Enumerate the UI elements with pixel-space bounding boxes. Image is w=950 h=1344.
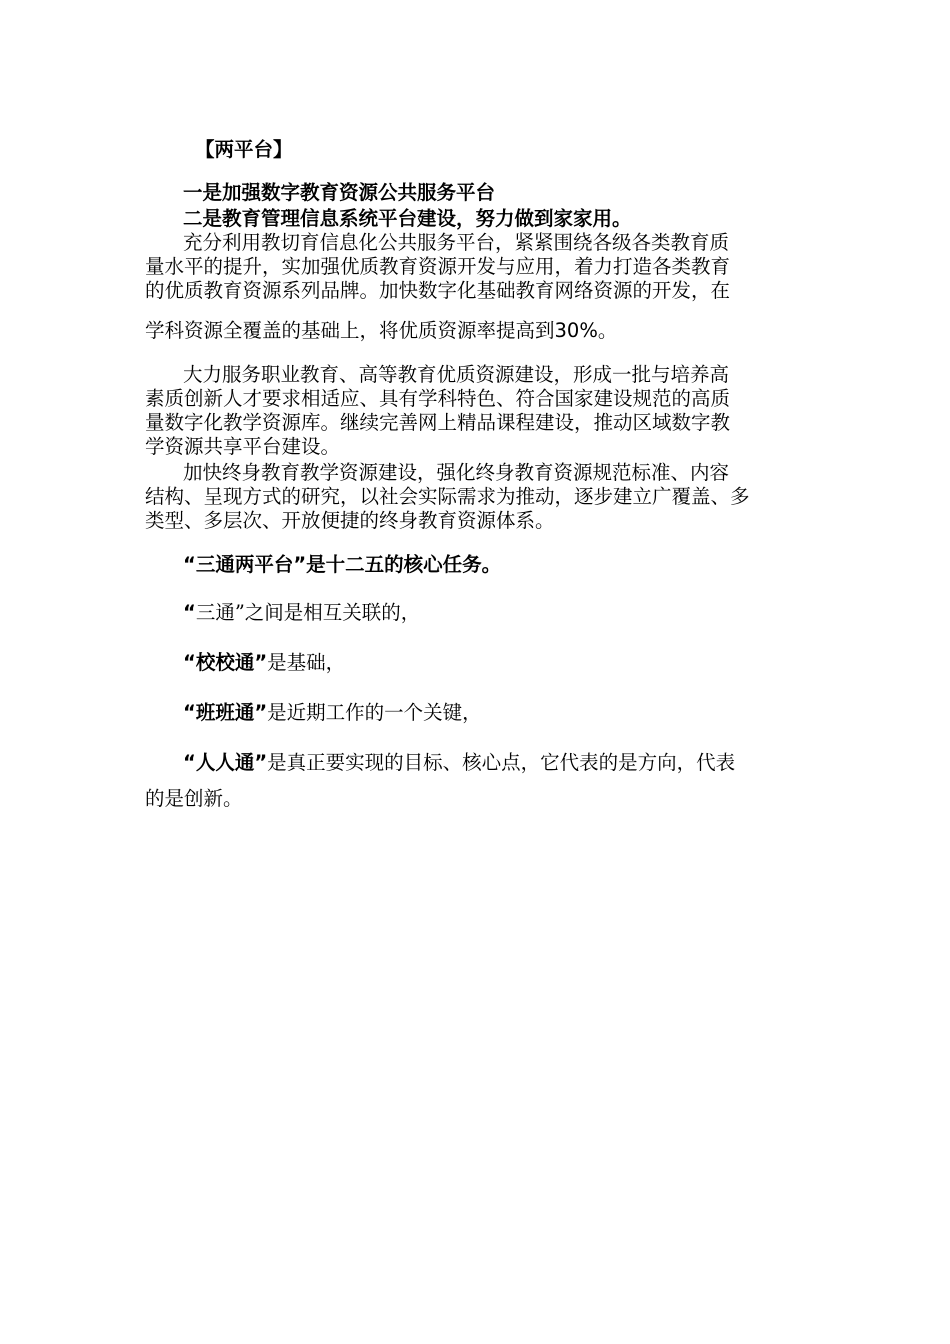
paragraph-text: 。 [597,319,618,342]
paragraph-lifelong [145,461,809,533]
school-link-statement [145,651,809,675]
quote-mark: “ [183,601,196,624]
paragraph-text: 学科资源全覆盖的基础上，将优质资源率提高到 [145,319,555,342]
paragraph-line: 量数字化教学资源库。继续完善网上精品课程建设，推动区域数字教 [145,411,731,434]
paragraph-line: 充分利用教切育信息化公共服务平台，紧紧围绕各级各类教育质 [183,231,730,254]
paragraph-line: 素质创新人才要求相适应、具有学科特色、符合国家建设规范的高质 [145,387,731,410]
paragraph-line: 类型、多层次、开放便捷的终身教育资源体系。 [145,509,555,532]
paragraph-public-service [145,231,809,343]
statement-text: 是近期工作的一个关键， [267,701,482,724]
statement-text: 是基础， [267,651,346,674]
document-body [145,132,809,811]
paragraph-line: 量水平的提升，实加强优质教育资源开发与应用，着力打造各类教育 [145,255,731,278]
term-school-link: “校校通” [183,651,268,674]
section-heading: 【两平台】 [195,138,293,161]
paragraph-line: 大力服务职业教育、高等教育优质资源建设，形成一批与培养高 [183,363,730,386]
person-link-continuation: 的是创新。 [145,787,243,810]
paragraph-line: 的优质教育资源系列品牌。加快数字化基础教育网络资源的开发，在 [145,279,731,302]
term-class-link: “班班通” [183,701,268,724]
percentage-value: 30% [554,319,598,342]
point-two: 二是教育管理信息系统平台建设，努力做到家家用。 [183,207,632,230]
point-one: 一是加强数字教育资源公共服务平台 [183,181,496,204]
paragraph-line: 加快终身教育教学资源建设，强化终身教育资源规范标准、内容 [183,461,730,484]
three-links-statement [145,601,809,625]
paragraph-line: 学资源共享平台建设。 [145,435,341,458]
term-person-link: “人人通” [183,751,268,774]
core-task: “三通两平台”是十二五的核心任务。 [183,553,502,576]
statement-text: 三通”之间是相互关联的， [195,601,421,624]
paragraph-line: 结构、呈现方式的研究，以社会实际需求为推动，逐步建立广覆盖、多 [145,485,750,508]
paragraph-line-last [145,319,809,343]
statement-text: 是真正要实现的目标、核心点，它代表的是方向，代表 [267,751,736,774]
class-link-statement [145,701,809,725]
paragraph-vocational [145,363,809,459]
person-link-statement [145,751,809,775]
